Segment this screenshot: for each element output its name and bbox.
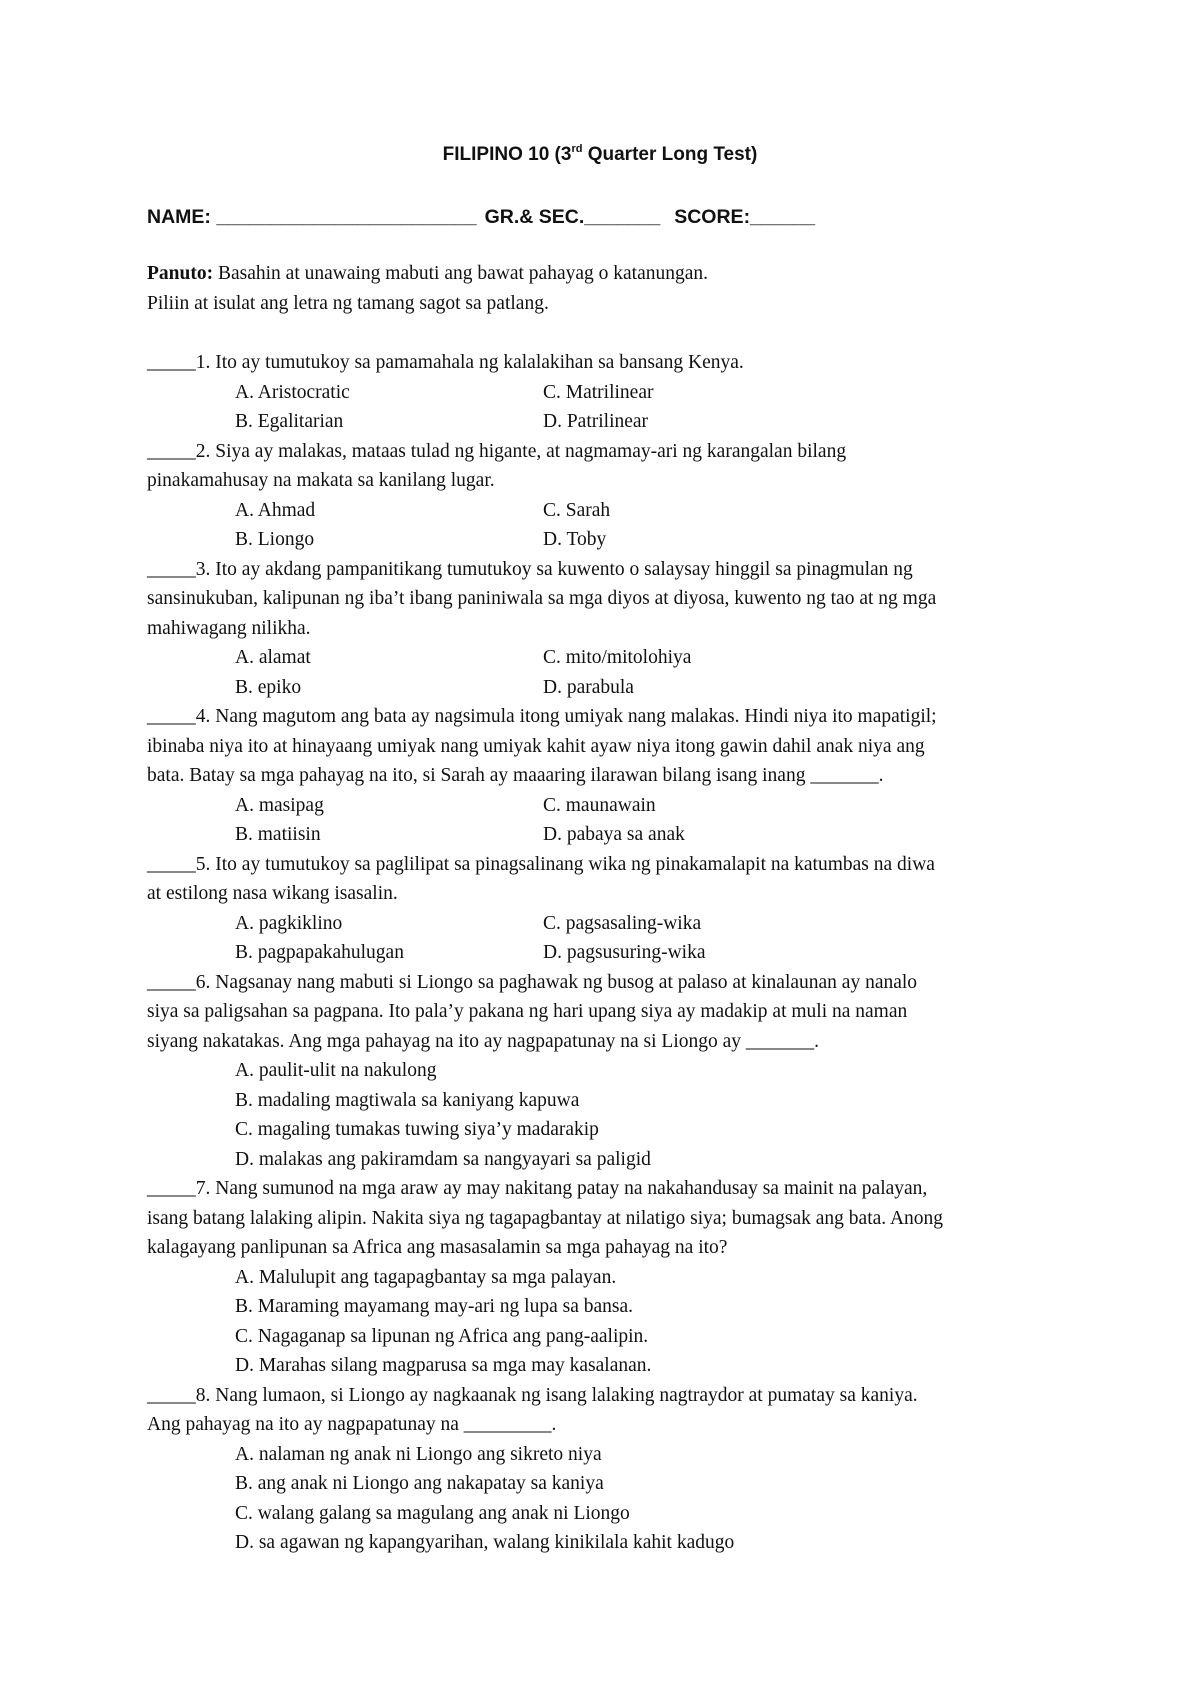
section-field[interactable]: GR.& SEC._______ xyxy=(484,206,661,228)
question-line: kalagayang panlipunan sa Africa ang masasalamin sa mga pahayag na ito? xyxy=(147,1237,728,1258)
question-line: _____4. Nang magutom ang bata ay nagsimula itong umiyak nang malakas. Hindi niya ito mapatigil; xyxy=(147,706,937,727)
choices xyxy=(147,643,1077,702)
instructions-label: Panuto: xyxy=(147,263,214,284)
question-line: _____8. Nang lumaon, si Liongo ay nagkaanak ng isang lalaking nagtraydor at pumatay sa kaniya. xyxy=(147,1384,918,1406)
question-line: Ang pahayag na ito ay nagpapatunay na _________. xyxy=(147,1414,557,1435)
question-line: pinakamahusay na makata sa kanilang lugar. xyxy=(147,470,495,491)
choice-a: A. Malulupit ang tagapagbantay sa mga palayan. xyxy=(235,1266,617,1288)
choice-a: A. nalaman ng anak ni Liongo ang sikreto niya xyxy=(235,1443,602,1465)
choice-c: C. magaling tumakas tuwing siya’y madarakip xyxy=(235,1119,599,1140)
choice-b: B. epiko xyxy=(235,676,302,698)
choice-b: B. ang anak ni Liongo ang nakapatay sa kaniya xyxy=(235,1473,604,1494)
question-2 xyxy=(147,437,1077,555)
choice-b: B. Liongo xyxy=(235,529,315,550)
question-line: ibinaba niya ito at hinayaang umiyak nang umiyak kahit ayaw niya itong gawin dahil anak niya ang xyxy=(147,735,925,757)
choice-a: A. alamat xyxy=(235,647,311,668)
choices xyxy=(147,1263,1077,1381)
question-6 xyxy=(147,968,1077,1175)
title-superscript: rd xyxy=(571,142,583,155)
choice-d: D. pabaya sa anak xyxy=(543,824,685,845)
choice-a: A. pagkiklino xyxy=(235,912,343,934)
choice-c: C. maunawain xyxy=(543,794,656,816)
choice-c: C. Nagaganap sa lipunan ng Africa ang pang-aalipin. xyxy=(235,1325,649,1347)
choices xyxy=(147,1440,1077,1558)
question-line: _____7. Nang sumunod na mga araw ay may nakitang patay na nakahandusay sa mainit na palayan, xyxy=(147,1178,928,1199)
choice-a: A. Aristocratic xyxy=(235,381,350,403)
choice-c: C. pagsasaling-wika xyxy=(543,912,702,934)
instructions-line-2: Piliin at isulat ang letra ng tamang sagot sa patlang. xyxy=(147,292,549,314)
choices xyxy=(147,1056,1077,1174)
question-line: bata. Batay sa mga pahayag na ito, si Sarah ay maaaring ilarawan bilang isang inang _______. xyxy=(147,765,884,786)
question-line: sansinukuban, kalipunan ng iba’t ibang paniniwala sa mga diyos at diyosa, kuwento ng tao at ng mga xyxy=(147,588,937,609)
question-1 xyxy=(147,348,1077,437)
choice-b: B. matiisin xyxy=(235,824,321,845)
question-5 xyxy=(147,850,1077,968)
question-8 xyxy=(147,1381,1077,1558)
title-prefix: FILIPINO 10 (3 xyxy=(442,144,572,165)
student-info-line xyxy=(147,204,1047,230)
choice-c: C. Matrilinear xyxy=(543,381,654,403)
instructions-line-1 xyxy=(147,259,1077,289)
choices xyxy=(147,496,1077,555)
choice-c: C. mito/mitolohiya xyxy=(543,647,692,668)
question-line: _____2. Siya ay malakas, mataas tulad ng higante, at nagmamay-ari ng karangalan bilang xyxy=(147,440,847,462)
question-line: at estilong nasa wikang isasalin. xyxy=(147,883,398,904)
choice-c: C. walang galang sa magulang ang anak ni Liongo xyxy=(235,1502,630,1524)
choice-d: D. pagsusuring-wika xyxy=(543,942,706,963)
question-line: isang batang lalaking alipin. Nakita siya ng tagapagbantay at nilatigo siya; bumagsak ang bata. Anong xyxy=(147,1207,944,1229)
choice-a: A. Ahmad xyxy=(235,499,316,521)
question-line: siyang nakatakas. Ang mga pahayag na ito ay nagpapatunay na si Liongo ay _______. xyxy=(147,1030,820,1052)
question-3 xyxy=(147,555,1077,703)
question-4 xyxy=(147,702,1077,850)
instructions xyxy=(147,259,1077,318)
question-line: siya sa paligsahan sa pagpana. Ito pala’y pakana ng hari upang siya ay madakip at muli na naman xyxy=(147,1001,908,1022)
choice-b: B. Egalitarian xyxy=(235,411,344,432)
question-list xyxy=(147,348,1077,1558)
choice-d: D. sa agawan ng kapangyarihan, walang kinikilala kahit kadugo xyxy=(235,1532,735,1553)
choice-d: D. parabula xyxy=(543,676,634,698)
question-line: _____5. Ito ay tumutukoy sa paglilipat sa pinagsalinang wika ng pinakamalapit na katumbas na diwa xyxy=(147,853,935,875)
choice-b: B. Maraming mayamang may-ari ng lupa sa bansa. xyxy=(235,1296,634,1317)
choice-b: B. pagpapakahulugan xyxy=(235,942,404,963)
question-7 xyxy=(147,1174,1077,1381)
name-field[interactable]: NAME: ________________________ xyxy=(147,206,477,228)
question-line: mahiwagang nilikha. xyxy=(147,617,311,639)
instructions-text-1: Basahin at unawaing mabuti ang bawat pahayag o katanungan. xyxy=(213,263,709,284)
choices xyxy=(147,378,1077,437)
choice-c: C. Sarah xyxy=(543,499,611,521)
question-line: _____3. Ito ay akdang pampanitikang tumutukoy sa kuwento o salaysay hinggil sa pinagmulan ng xyxy=(147,558,913,580)
question-line: _____6. Nagsanay nang mabuti si Liongo sa paghawak ng busog at palaso at kinalaunan ay nanalo xyxy=(147,971,918,993)
choices xyxy=(147,791,1077,850)
choice-d: D. Marahas silang magparusa sa mga may kasalanan. xyxy=(235,1355,652,1376)
title-suffix: Quarter Long Test) xyxy=(582,144,758,165)
choice-a: A. masipag xyxy=(235,794,324,816)
choices xyxy=(147,909,1077,968)
page-title xyxy=(0,143,1200,167)
choice-d: D. Patrilinear xyxy=(543,411,649,432)
choice-d: D. Toby xyxy=(543,529,607,550)
choice-b: B. madaling magtiwala sa kaniyang kapuwa xyxy=(235,1089,580,1111)
choice-d: D. malakas ang pakiramdam sa nangyayari sa paligid xyxy=(235,1148,651,1170)
choice-a: A. paulit-ulit na nakulong xyxy=(235,1060,437,1081)
question-line: _____1. Ito ay tumutukoy sa pamamahala ng kalalakihan sa bansang Kenya. xyxy=(147,352,744,373)
score-field[interactable]: SCORE:______ xyxy=(674,206,816,228)
